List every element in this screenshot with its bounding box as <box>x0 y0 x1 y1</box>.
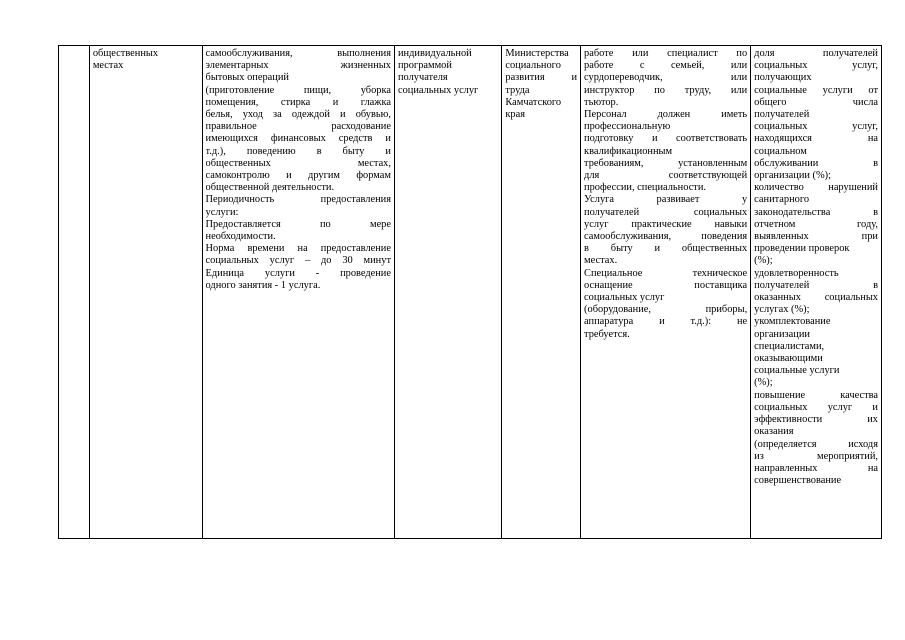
row-number-cell <box>59 46 90 539</box>
text-line: квалификационным <box>584 145 673 157</box>
text-line: организации (%); <box>754 170 832 182</box>
text-line: социальных услуг, <box>754 60 878 72</box>
service-description-cell <box>202 46 394 539</box>
text-line: общественных местах, <box>205 157 391 169</box>
text-line: развития и <box>505 72 578 84</box>
text-line: бытовых операций <box>205 72 289 84</box>
text-line: самообслуживания, поведения <box>584 231 748 243</box>
text-line: (определяется исходя <box>754 438 878 450</box>
text-line: общественных <box>92 48 159 59</box>
supplier-cell <box>502 46 581 539</box>
text-line: элементарных жизненных <box>205 60 391 72</box>
text-line: местах. <box>584 255 618 267</box>
text-line: Услуга развивает у <box>584 194 748 206</box>
text-line: санитарного <box>754 194 810 206</box>
text-line: проведении проверок <box>754 243 850 255</box>
text-line: социальных услуг и <box>754 401 878 413</box>
text-line: Персонал должен иметь <box>584 109 748 121</box>
text-line: белья, уход за одеждой и обувью, <box>205 109 391 121</box>
text-line: самоконтролю и другим формам <box>205 170 391 182</box>
text-line: оснащение поставщика <box>584 279 748 291</box>
text-line: оказания <box>754 426 794 438</box>
text-line: отчетном году, <box>754 218 878 230</box>
text-line: профессии, специальности. <box>584 182 707 194</box>
text-line: доля получателей <box>754 48 878 59</box>
text-line: аппаратура и т.д.): не <box>584 316 748 328</box>
text-line: получающих <box>754 72 812 84</box>
text-line: оказывающими <box>754 353 823 365</box>
text-line: общественной деятельности. <box>205 182 335 194</box>
text-line: эффективности их <box>754 414 878 426</box>
text-line: социальных услуг, <box>754 121 878 133</box>
text-line: выявленных при <box>754 231 878 243</box>
text-line: Специальное техническое <box>584 267 748 279</box>
text-line: законодательства в <box>754 206 878 218</box>
text-line: социальном <box>754 145 807 157</box>
text-line: подготовку и соответствовать <box>584 133 748 145</box>
text-line: совершенствование <box>754 475 842 487</box>
text-line: из мероприятий, <box>754 450 878 462</box>
text-line: края <box>505 109 526 121</box>
text-line: (оборудование, приборы, <box>584 304 748 316</box>
conditions-cell <box>581 46 751 539</box>
text-line: получателей в <box>754 279 878 291</box>
text-line: работе или специалист по <box>584 48 748 59</box>
text-line: самообслуживания, выполнения <box>205 48 391 59</box>
text-line: имеющихся финансовых средств и <box>205 133 391 145</box>
provision-term-cell <box>394 46 501 539</box>
text-line: (%); <box>754 377 773 389</box>
text-line: организации <box>754 328 810 340</box>
text-line: социальных услуг <box>397 84 479 96</box>
text-line: обслуживании в <box>754 157 878 169</box>
text-line: сурдопереводчик, или <box>584 72 748 84</box>
text-line: находящихся на <box>754 133 878 145</box>
text-line: услуги: <box>205 206 239 218</box>
text-line: социальные услуги от <box>754 84 878 96</box>
text-line: социальных услуг <box>584 292 665 304</box>
text-line: требованиям, установленным <box>584 157 748 169</box>
text-line: профессиональную <box>584 121 671 133</box>
text-line: Предоставляется по мере <box>205 218 391 230</box>
text-line: направленных на <box>754 462 878 474</box>
text-line: требуется. <box>584 328 630 340</box>
text-line: услугах (%); <box>754 304 810 316</box>
text-line: специалистами, <box>754 340 825 352</box>
text-line: получателя <box>397 72 448 84</box>
text-line: Министерства <box>505 48 569 59</box>
text-line: Норма времени на предоставление <box>205 243 391 255</box>
quality-indicators-cell <box>751 46 882 539</box>
text-line: удовлетворенность <box>754 267 839 279</box>
text-line: Периодичность предоставления <box>205 194 391 206</box>
text-line: Камчатского <box>505 96 562 108</box>
text-line: помещения, стирка и глажка <box>205 96 391 108</box>
text-line: социального <box>505 60 561 72</box>
text-line: тьютор. <box>584 96 619 108</box>
text-line: правильное расходование <box>205 121 391 133</box>
text-line: одного занятия - 1 услуга. <box>205 279 321 291</box>
table-row <box>59 46 882 539</box>
text-line: общего числа <box>754 96 878 108</box>
text-line: труда <box>505 84 530 96</box>
text-line: т.д.), поведению в быту и <box>205 145 391 157</box>
text-line: повышение качества <box>754 389 878 401</box>
text-line: для соответствующей <box>584 170 748 182</box>
text-line: необходимости. <box>205 231 276 243</box>
text-line: социальных услуг – до 30 минут <box>205 255 391 267</box>
text-line: работе с семьей, или <box>584 60 748 72</box>
text-line: индивидуальной <box>397 48 472 59</box>
services-table <box>58 45 882 539</box>
text-line: (%); <box>754 255 773 267</box>
text-line: услуг практические навыки <box>584 218 748 230</box>
text-line: в быту и общественных <box>584 243 748 255</box>
service-name-cell <box>89 46 202 539</box>
text-line: получателей <box>754 109 810 121</box>
text-line: социальные услуги <box>754 365 840 377</box>
text-line: местах <box>92 60 124 72</box>
text-line: оказанных социальных <box>754 292 878 304</box>
text-line: (приготовление пищи, уборка <box>205 84 391 96</box>
text-line: получателей социальных <box>584 206 748 218</box>
text-line: количество нарушений <box>754 182 878 194</box>
text-line: программой <box>397 60 452 72</box>
text-line: инструктор по труду, или <box>584 84 748 96</box>
text-line: укомплектование <box>754 316 831 328</box>
text-line: Единица услуги - проведение <box>205 267 391 279</box>
